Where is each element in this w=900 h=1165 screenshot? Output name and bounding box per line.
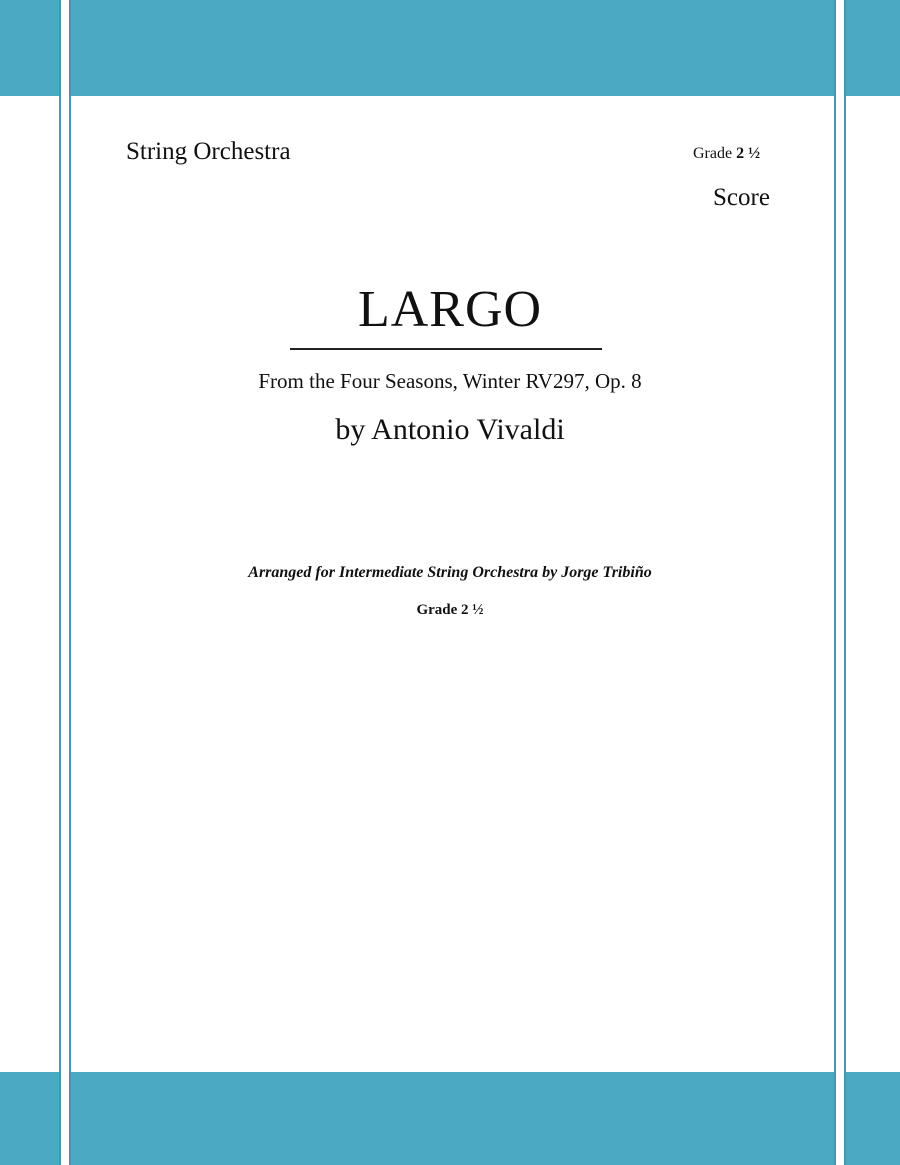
left-outer-frame-line: [59, 0, 61, 1165]
work-subtitle: From the Four Seasons, Winter RV297, Op. 8: [258, 369, 642, 393]
page-title: LARGO: [357, 281, 543, 338]
grade-footer: Grade 2 ½: [416, 602, 484, 618]
arranger-credit: Arranged for Intermediate String Orchestra by Jorge Tribiño: [248, 564, 652, 581]
composer-credit: by Antonio Vivaldi: [335, 413, 565, 446]
left-inner-frame-line: [69, 0, 71, 1165]
grade-header: [693, 145, 760, 163]
bottom-color-band: [0, 1072, 900, 1165]
title-underline-divider: [290, 348, 602, 350]
ensemble-label: String Orchestra: [126, 138, 291, 165]
edition-label: Score: [713, 184, 770, 211]
top-color-band: [0, 0, 900, 96]
right-outer-frame-line: [844, 0, 846, 1165]
right-inner-frame-line: [834, 0, 836, 1165]
grade-header-value: 2 ½: [736, 145, 761, 162]
grade-header-prefix: Grade: [693, 145, 733, 162]
